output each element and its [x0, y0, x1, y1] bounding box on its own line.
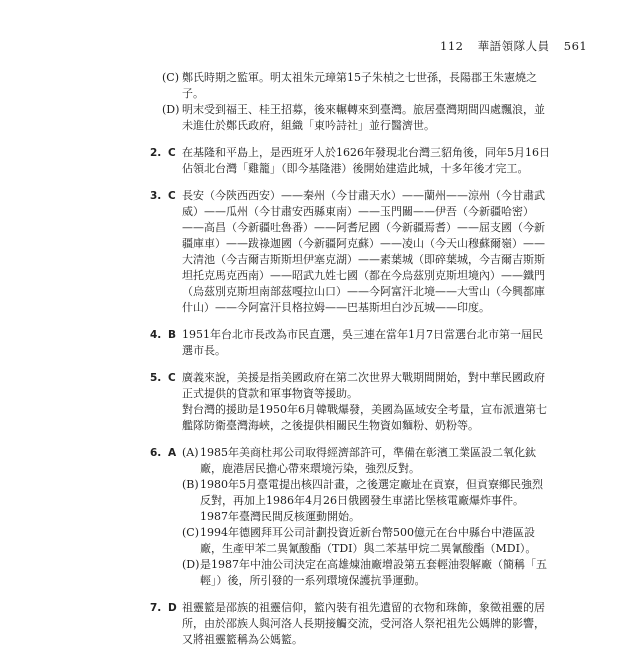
question-number: 7. — [150, 602, 162, 614]
explanation-text: 1951年台北市長改為市民直選，吳三連在當年1月7日當選台北市第一屆民選市長。 — [182, 328, 543, 357]
option-label: (C) — [182, 526, 199, 539]
answer-letter: C — [168, 190, 176, 202]
explanation-text: 祖靈籃是邵族的祖靈信仰，籃內裝有祖先遺留的衣物和珠飾，象徵祖靈的居所，由於邵族人與河洛人長期接觸交流，受河洛人祭祀祖先公媽牌的影響，又將祖靈籃稱為公媽籃。 — [182, 601, 545, 646]
answer-letter: D — [168, 602, 177, 614]
option-label: (A) — [182, 446, 199, 459]
explanation-text: 對台灣的援助是1950年6月韓戰爆發，美國為區域安全考量，宣布派遣第七艦隊防衛臺灣海峽，之後提供相關民生物資如麵粉、奶粉等。 — [182, 403, 547, 432]
option-text: 1994年德國拜耳公司計劃投資近新台幣500億元在台中縣台中港區設廠，生產甲苯二異氰酸酯（TDI）與二苯基甲烷二異氰酸酯（MDI）。 — [200, 526, 537, 555]
question-number: 3. — [150, 190, 162, 202]
option-text: 是1987年中油公司決定在高雄煉油廠增設第五套輕油裂解廠（簡稱「五輕」）後，所引發的一系列環境保護抗爭運動。 — [200, 558, 547, 587]
question-number: 5. — [150, 372, 162, 384]
option-explanation — [182, 557, 550, 589]
answer-letter: A — [168, 447, 177, 459]
option-label: (B) — [182, 478, 199, 491]
option-text: 1980年5月臺電提出核四計畫，之後選定廠址在貢寮，但貢寮鄉民強烈反對，再加上1986年4月26日俄國發生車諾比堡核電廠爆炸事件。1987年臺灣民間反核運動開始。 — [200, 478, 543, 523]
option-text: 明末受到福王、桂王招募，後來輾轉來到臺灣。旅居臺灣期間四處飄浪，並未進仕於鄭氏政府，組織「東吟詩社」並行醫濟世。 — [182, 103, 545, 132]
option-label: (D) — [182, 558, 200, 571]
page-number-left: 112 — [440, 39, 464, 53]
option-text: 鄭氏時期之監軍。明太祖朱元璋第15子朱楨之七世孫，長陽郡王朱憲燒之子。 — [182, 71, 537, 100]
explanation-text: 廣義來說，美援是指美國政府在第二次世界大戰期間開始，對中華民國政府正式提供的貸款和軍事物資等援助。 — [182, 371, 545, 400]
explanation-text: 在基隆和平島上，是西班牙人於1626年發現北台灣三貂角後，同年5月16日佔領北台灣「雞籠」（即今基隆港）後開始建造此城，十多年後才完工。 — [182, 146, 550, 175]
question-number: 6. — [150, 447, 162, 459]
page-header — [440, 38, 597, 54]
answer-item — [150, 145, 550, 177]
book-title: 華語領隊人員 — [477, 39, 550, 53]
answer-letter: B — [168, 329, 177, 341]
option-explanation — [182, 445, 550, 477]
answer-item — [150, 188, 550, 316]
answer-item — [150, 370, 550, 434]
option-explanation — [182, 477, 550, 525]
explanation-text: 長安（今陝西西安）——秦州（今甘肅天水）——蘭州——涼州（今甘肅武威）——瓜州（今甘肅安西縣東南）——玉門關——伊吾（今新疆哈密）——高昌（今新疆吐魯番）——阿耆尼國（今新疆焉耆）——屈支國（今新疆庫車）——跋祿迦國（今新疆阿克蘇）——凌山（今天山穆蘇爾嶺）——大清池（今吉爾吉斯斯坦伊塞克湖）——素葉城（即碎葉城，今吉爾吉斯斯坦托克馬克西南）——昭武九姓七國（都在今烏茲別克斯坦境內）——鐵門（烏茲別克斯坦南部茲嘎拉山口）——今阿富汗北境——大雪山（今興都庫什山）——今阿富汗貝格拉姆——巴基斯坦白沙瓦城——印度。 — [182, 189, 545, 314]
option-explanation — [182, 525, 550, 557]
question-number: 4. — [150, 329, 162, 341]
intro-option — [162, 70, 550, 102]
answer-item — [150, 600, 550, 648]
question-number: 2. — [150, 147, 162, 159]
answer-letter: C — [168, 147, 176, 159]
answer-item — [150, 327, 550, 359]
page-number-right: 561 — [563, 39, 588, 53]
intro-option — [162, 102, 550, 134]
option-text: 1985年美商杜邦公司取得經濟部許可，準備在彰濱工業區設二氧化鈦廠，鹿港居民擔心帶來環境污染，強烈反對。 — [200, 446, 536, 475]
option-label: (D) — [162, 103, 180, 116]
answer-item — [150, 445, 550, 589]
answer-content — [150, 70, 550, 648]
option-label: (C) — [162, 71, 179, 84]
answer-letter: C — [168, 372, 176, 384]
